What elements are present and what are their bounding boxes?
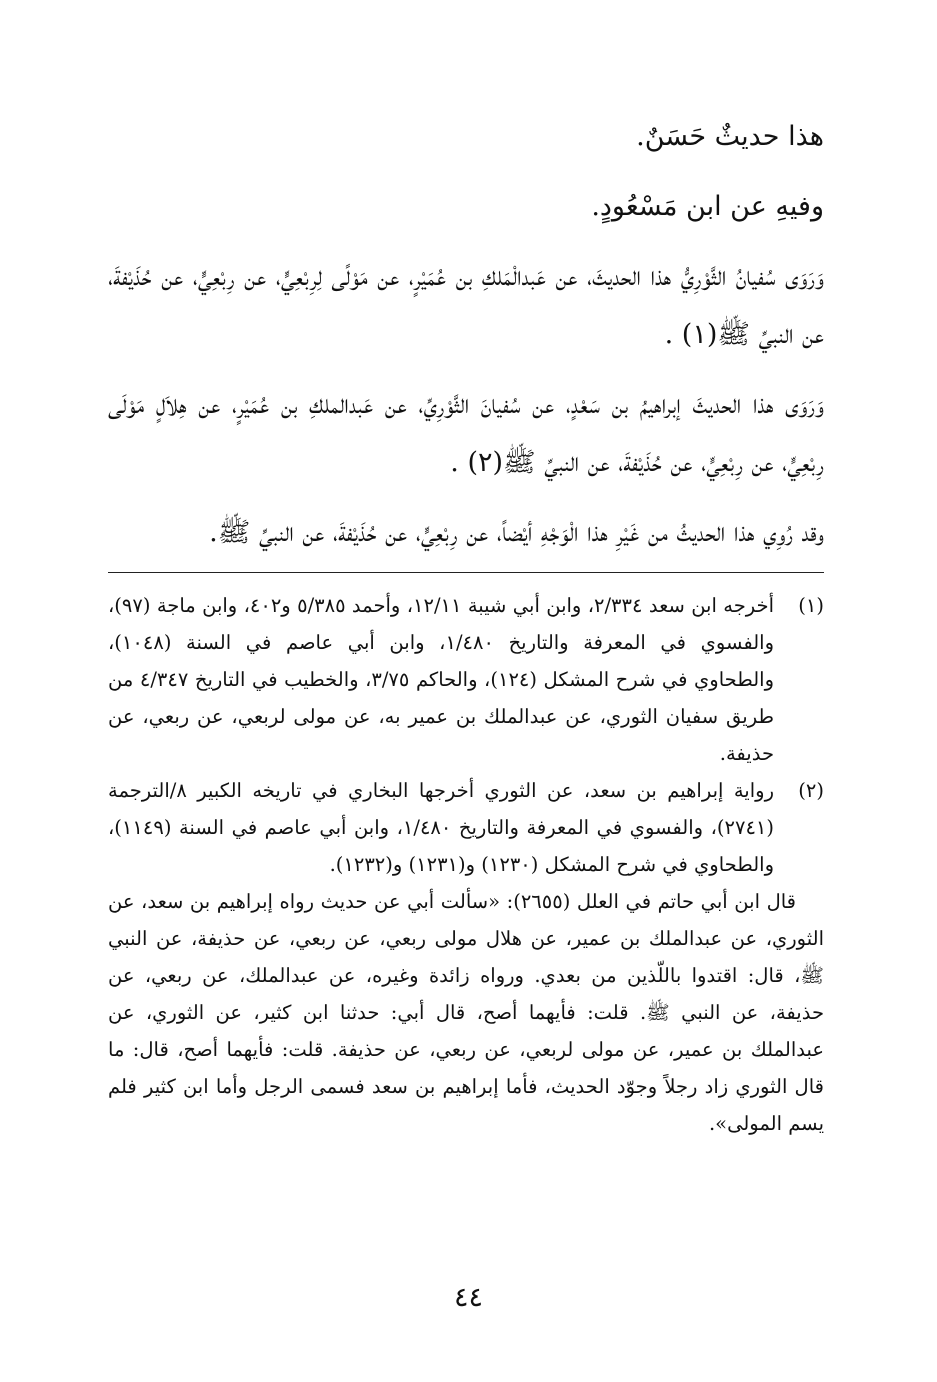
paragraph-other-route: وقد رُوِي هذا الحديثُ من غَيْرِ هذا الْوَجْهِ أيْضاً، عن رِبْعِيٍّ، عن حُذَيْفةَ، عن النبيِّ ﷺ.	[209, 517, 824, 548]
paragraph-sufyan-narration: وَرَوَى سُفيانُ الثَّوْرِيُّ هذا الحديثَ، عن عَبدالْمَلكِ بن عُمَيْرٍ، عن مَوْلًى لِرِبْعِيٍّ، عن رِبْعِيٍّ، عن حُذَيْفةَ، عن النبيِّ ﷺ(١) .	[108, 261, 824, 350]
footnote-2-continuation: قال ابن أبي حاتم في العلل (٢٦٥٥): «سألت أبي عن حديث رواه إبراهيم بن سعد، عن الثوري، عن عبدالملك بن عمير، عن هلال مولى ربعي، عن ربعي، عن حذيفة، عن النبي ﷺ، قال: اقتدوا باللّذين من بعدي. ورواه زائدة وغيره، عن عبدالملك، عن ربعي، عن حذيفة، عن النبي ﷺ. قلت: فأيهما أصح، قال أبي: حدثنا ابن كثير، عن الثوري، عن عبدالملك بن عمير، عن مولى لربعي، عن ربعي، عن حذيفة. قلت: فأيهما أصح، قال: ما قال الثوري زاد رجلاً وجوّد الحديث، فأما إبراهيم بن سعد فسمى الرجل وأما ابن كثير فلم يسم المولى».	[108, 890, 824, 1135]
page-number: ٤٤	[453, 1282, 483, 1313]
paragraph-gap	[108, 364, 824, 376]
paragraph-ibrahim-narration: وَرَوَى هذا الحديثَ إبراهيمُ بن سَعْدٍ، عن سُفيانَ الثَّوْرِيِّ، عن عَبدالملكِ بن عُمَيْرٍ، عن هِلاَلٍ مَوْلَى رِبْعِيٍّ، عن رِبْعِيٍّ، عن حُذَيْفةَ، عن النبيِّ ﷺ(٢) .	[108, 389, 824, 478]
paragraph-ibn-masud: وفيهِ عن ابن مَسْعُودٍ.	[591, 191, 824, 222]
footnote-2-text: رواية إبراهيم بن سعد، عن الثوري أخرجها البخاري في تاريخه الكبير ٨/الترجمة (٢٧٤١)، والفسوي في المعرفة والتاريخ ١/٤٨٠، وابن أبي عاصم في السنة (١١٤٩)، والطحاوي في شرح المشكل (١٢٣٠) و(١٢٣١) و(١٢٣٢).	[108, 779, 775, 876]
paragraph-gap	[108, 166, 824, 178]
paragraph-gap	[108, 492, 824, 504]
footnote-2	[108, 772, 824, 883]
paragraph-hasan-ruling: هذا حديثٌ حَسَنٌ.	[636, 121, 824, 152]
footnote-1-number: (١)	[798, 594, 824, 617]
footnote-1-text: أخرجه ابن سعد ٢/٣٣٤، وابن أبي شيبة ١٢/١١، وأحمد ٥/٣٨٥ و٤٠٢، وابن ماجة (٩٧)، والفسوي في المعرفة والتاريخ ١/٤٨٠، وابن أبي عاصم في السنة (١٠٤٨)، والطحاوي في شرح المشكل (١٢٤)، والحاكم ٣/٧٥، والخطيب في التاريخ ٤/٣٤٧ من طريق سفيان الثوري، عن عبدالملك بن عمير به، عن مولى لربعي، عن ربعي، عن حذيفة.	[108, 594, 775, 765]
book-page	[108, 108, 824, 1142]
footnote-2-number: (٢)	[798, 779, 824, 802]
paragraph-gap	[108, 236, 824, 248]
footnote-separator	[108, 572, 824, 573]
footnote-1	[108, 587, 824, 772]
